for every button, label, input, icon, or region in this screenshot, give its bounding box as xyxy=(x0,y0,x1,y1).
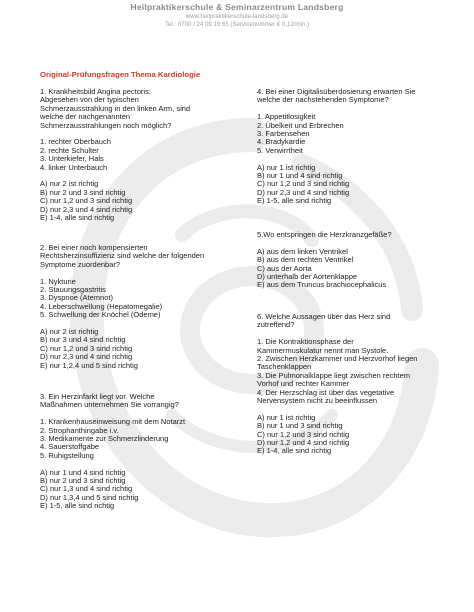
answer-option: E) nur 1,2,4 und 5 sind richtig xyxy=(40,360,138,370)
question-text: Rechtsherzinsuffizienz sind welche der folgenden xyxy=(40,251,205,261)
question-1 xyxy=(40,88,238,222)
answer-option: B) nur 3 und 4 sind richtig xyxy=(40,335,126,345)
statement-item: 3. Farbensehen xyxy=(257,129,310,139)
question-text: Schmerzausstrahlungen noch möglich? xyxy=(40,120,172,130)
answer-option: B) nur 2 und 3 sind richtig xyxy=(40,476,126,486)
statement-item: 1. Die Kontraktionsphase der xyxy=(257,337,354,347)
answer-option: D) nur 2,3 und 4 sind richtig xyxy=(40,204,133,214)
question-2 xyxy=(40,244,238,370)
statement-item: Kammermuskulatur nennt man Systole. xyxy=(257,345,389,355)
statement-item: Vorhof und rechter Kammer xyxy=(257,379,350,389)
answer-option: C) nur 1,2 und 3 sind richtig xyxy=(257,179,350,189)
question-text: Symptome zuordenbar? xyxy=(40,259,121,269)
question-5 xyxy=(257,231,443,290)
statement-item: 4. Leberschwellung (Hepatomegalie) xyxy=(40,301,163,311)
question-text: 1. Krankheitsbild Angina pectoris: xyxy=(40,87,151,96)
statement-item: 1. Krankenhauseinweisung mit dem Notarzt xyxy=(40,417,186,427)
answer-option: B) nur 2 und 3 sind richtig xyxy=(40,187,126,197)
statement-item: 3. Medikamente zur Schmerzlinderung xyxy=(40,434,169,444)
answer-option: C) nur 1,2 und 3 sind richtig xyxy=(40,196,133,206)
answer-option: E) 1-4, alle sind richtig xyxy=(257,446,332,456)
answer-option: A) nur 2 ist richtig xyxy=(40,179,99,189)
answer-option: A) nur 1 und 4 sind richtig xyxy=(40,467,126,477)
question-text: 3. Ein Herzinfarkt liegt vor. Welche xyxy=(40,392,155,401)
statement-item: 3. Unterkiefer, Hals xyxy=(40,154,104,164)
statement-item: 5. Verwirrtheit xyxy=(257,145,303,155)
answer-option: D) unterhalb der Aortenklappe xyxy=(257,272,358,282)
answer-option: C) nur 1,3 und 4 sind richtig xyxy=(40,484,133,494)
answer-option: D) nur 1,2 und 4 sind richtig xyxy=(257,438,350,448)
statement-item: 4. Sauerstoffgabe xyxy=(40,442,100,452)
statement-item: 5. Ruhigstellung xyxy=(40,450,94,460)
statement-item: 1. rechter Oberbauch xyxy=(40,137,111,147)
page-title: Original-Prüfungsfragen Thema Kardiologie xyxy=(40,70,201,79)
statement-item: 3. Dyspnoe (Atemnot) xyxy=(40,293,113,303)
statement-item: 1. Nykturie xyxy=(40,276,76,286)
answer-option: B) nur 1 und 3 sind richtig xyxy=(257,421,343,431)
question-text: Abgesehen von der typischen xyxy=(40,95,139,105)
document-header xyxy=(0,2,474,29)
answer-option: C) nur 1,2 und 3 sind richtig xyxy=(257,429,350,439)
question-text: 6. Welche Aussagen über das Herz sind xyxy=(257,312,391,321)
answer-option: B) nur 1 und 4 sind richtig xyxy=(257,171,343,181)
answer-option: E) 1-4, alle sind richtig xyxy=(40,213,115,223)
statement-item: 2. Zwischen Herzkammer und Herzvorhof liegen xyxy=(257,354,418,364)
school-website: www.heilpraktikerschule-landsberg.de xyxy=(185,13,289,20)
answer-option: E) 1-5, alle sind richtig xyxy=(40,501,115,511)
answer-option: A) nur 1 ist richtig xyxy=(257,412,316,422)
statement-item: Nervensystem nicht zu beeinflussen xyxy=(257,396,378,406)
answer-option: C) aus der Aorta xyxy=(257,263,312,273)
question-4 xyxy=(257,88,443,206)
question-text: Maßnahmen unternehmen Sie vorrangig? xyxy=(40,400,179,410)
statement-item: 2. Stauungsgastritis xyxy=(40,285,106,295)
statement-item: 2. rechte Schulter xyxy=(40,145,99,155)
statement-item: 5. Schwellung der Knöchel (Ödeme) xyxy=(40,310,161,320)
question-text: 2. Bei einer noch kompensierten xyxy=(40,243,148,252)
answer-option: A) nur 2 ist richtig xyxy=(40,327,99,337)
answer-option: B) aus dem rechten Ventrikel xyxy=(257,255,354,265)
answer-option: E) aus dem Truncus brachiocephalicus xyxy=(257,280,387,290)
question-text: Schmerzausstrahlung in den linken Arm, sind xyxy=(40,103,191,113)
answer-option: D) nur 2,3 und 4 sind richtig xyxy=(257,187,350,197)
answer-option: C) nur 1,2 und 3 sind richtig xyxy=(40,343,133,353)
school-phone: Tel.: 0700 / 24 09 19 65 (Servicenummer € 0,12/min.) xyxy=(165,21,309,28)
question-text: 5.Wo entspringen die Herzkranzgefäße? xyxy=(257,230,392,239)
question-text: zutreffend? xyxy=(257,320,295,330)
question-6 xyxy=(257,313,443,456)
statement-item: 4. Der Herzschlag ist über das vegetative xyxy=(257,387,395,397)
statement-item: 1. Appetitlosigkeit xyxy=(257,112,316,122)
answer-option: D) nur 2,3 und 4 sind richtig xyxy=(40,352,133,362)
question-3 xyxy=(40,393,238,511)
answer-option: A) nur 1 ist richtig xyxy=(257,162,316,172)
statement-item: 3. Die Pulmonalklappe liegt zwischen rechtem xyxy=(257,370,410,380)
question-text: welche der nachgenannten xyxy=(40,112,131,122)
answer-option: E) 1-5, alle sind richtig xyxy=(257,196,332,206)
question-text: welche der nachstehenden Symptome? xyxy=(257,95,389,105)
statement-item: Taschenklappen xyxy=(257,362,312,372)
question-text: 4. Bei einer Digitalisüberdosierung erwarten Sie xyxy=(257,87,416,96)
answer-option: D) nur 1,3,4 und 5 sind richtig xyxy=(40,492,139,502)
statement-item: 2. Strophanthingabe i.v. xyxy=(40,425,119,435)
statement-item: 4. Bradykardie xyxy=(257,137,306,147)
school-name: Heilpraktikerschule & Seminarzentrum Landsberg xyxy=(130,2,344,12)
statement-item: 4. linker Unterbauch xyxy=(40,162,108,172)
statement-item: 2. Übelkeit und Erbrechen xyxy=(257,120,344,130)
answer-option: A) aus dem linken Ventrikel xyxy=(257,246,348,256)
